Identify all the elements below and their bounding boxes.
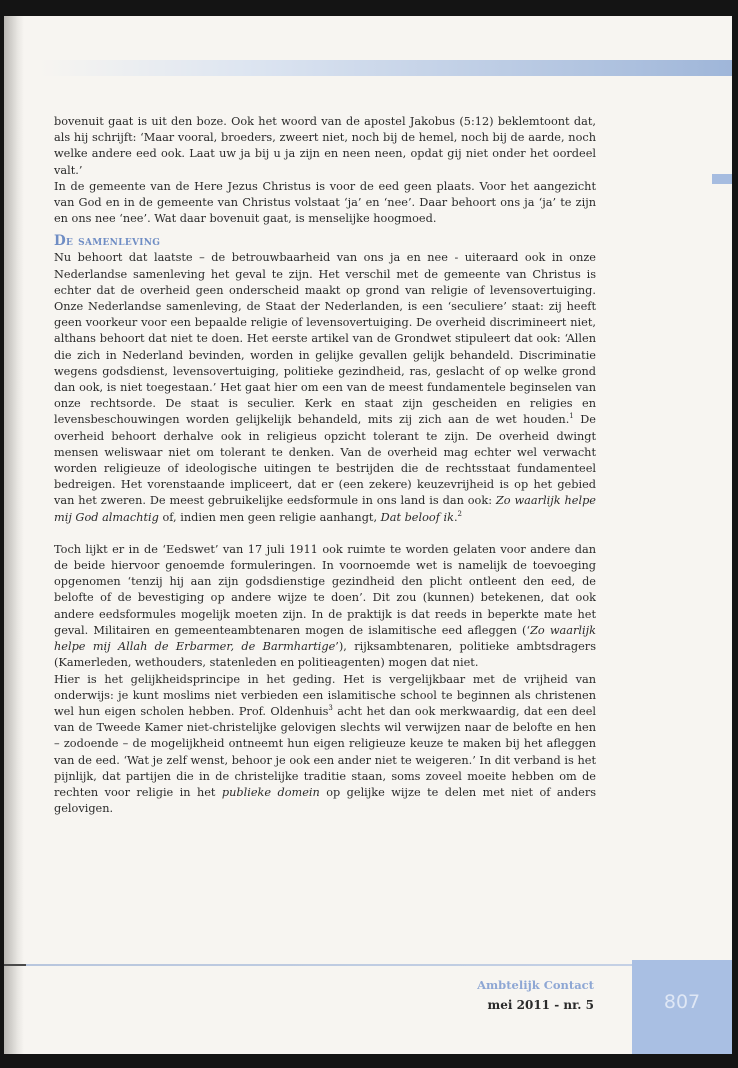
- paragraph-eedswet: [54, 542, 596, 672]
- page-spine-shadow: [4, 16, 24, 1054]
- emphasis-publiek-domein: publieke domein: [221, 785, 320, 799]
- footnote-marker: 3: [328, 704, 333, 713]
- page-number: 807: [663, 991, 701, 1013]
- text-segment: Toch lijkt er in de ‘Eedswet’ van 17 juli 1911 ook ruimte te worden gelaten voor andere dan de beide hiervoor genoemde formuleringen. In voornoemde wet is namelijk de toevoeging opgenomen ‘tenzij hij aan zijn godsdienstige gezindheid den plicht ontleent den eed, de belofte of de bevestiging op andere wijze te doen’. Dit zou (kunnen) betekenen, dat ook andere eedsformules mogelijk moeten zijn. In de praktijk is dat reeds in beperkte mate het geval. Militairen en gemeenteambtenaren mogen de islamitische eed afleggen (‘: [54, 542, 596, 637]
- article-body: [54, 114, 596, 817]
- paragraph-gemeente: In de gemeente van de Here Jezus Christus is voor de eed geen plaats. Voor het aangezicht van God en in de gemeente van Christus volstaat ‘ja’ en ‘nee’. Daar behoort ons ja ‘ja’ te zijn en ons nee ‘nee’. Wat daar bovenuit gaat, is menselijke hoogmoed.: [54, 179, 596, 226]
- footer-rule: [4, 964, 732, 966]
- oath-formula-god: Zo waarlijk helpe mij God almachtig: [54, 494, 596, 524]
- text-segment: Hier is het gelijkheidsprincipe in het geding. Het is vergelijkbaar met de vrijheid van onderwijs: je kunt moslims niet verbieden een islamitische school te beginnen als christenen wel hun eigen scholen hebben. Prof. Oldenhuis: [54, 672, 596, 718]
- oath-formula-allah: Zo waarlijk helpe mij Allah de Erbarmer, de Barmhartige: [54, 623, 596, 654]
- text-segment: De overheid behoort derhalve ook in religieus opzicht tolerant te zijn. De overheid dwingt mensen weliswaar niet om tolerant te denken. Van de overheid mag echter wel verwacht worden religieuze of ideologische uitingen te bestrijden die de rechtsstaat fundamenteel bedreigen. Het vorenstaande impliceert, dat er (een zekere) keuzevrijheid is op het gebied van het zweren. De meest gebruikelijke eedsformule in ons land is dan ook:: [54, 413, 596, 508]
- paragraph-samenleving: [54, 250, 596, 525]
- text-segment: acht het dan ook merkwaardig, dat een deel van de Tweede Kamer niet-christelijke gelovigen slechts wil verwijzen naar de belofte en hen – zodoende – de mogelijkheid ontneemt hun eigen religieuze keuze te maken bij het afleggen van de eed. ‘Wat je zelf wenst, behoor je ook een ander niet te weigeren.’ In dit verband is het pijnlijk, dat partijen die in de christelijke traditie staan, soms zoveel moeite hebben om de rechten voor religie in het: [54, 704, 596, 799]
- margin-marker: [712, 174, 732, 184]
- text-segment: ’), rijksambtenaren, politieke ambtsdragers (Kamerleden, wethouders, statenleden en politieagenten) mogen dat niet.: [54, 640, 596, 670]
- text-segment: of, indien men geen religie aanhangt,: [158, 510, 381, 524]
- magazine-page: [4, 16, 732, 1054]
- text-segment: .: [453, 510, 458, 524]
- paragraph-jakobus: bovenuit gaat is uit den boze. Ook het woord van de apostel Jakobus (5:12) beklemtoont dat, als hij schrijft: ‘Maar vooral, broeders, zweert niet, noch bij de hemel, noch bij de aarde, noch welke andere eed ook. Laat uw ja bij u ja zijn en neen neen, opdat gij niet onder het oordeel valt.’: [54, 115, 596, 177]
- issue-label: mei 2011 - nr. 5: [487, 998, 594, 1012]
- section-heading: De samenleving: [54, 233, 161, 250]
- paragraph-gelijkheid: [54, 672, 596, 818]
- text-segment: op gelijke wijze te delen met niet of anders gelovigen.: [54, 785, 597, 816]
- journal-title: Ambtelijk Contact: [477, 978, 594, 992]
- footnote-marker: 1: [569, 412, 574, 421]
- oath-formula-promise: Dat beloof ik: [380, 510, 454, 524]
- footnote-marker: 2: [457, 509, 463, 518]
- text-segment: Nu behoort dat laatste – de betrouwbaarheid van ons ja en nee - uiteraard ook in onze Nederlandse samenleving het geval te zijn. Het verschil met de gemeente van Christus is echter dat de overheid geen onderscheid maakt op grond van religie of levensovertuiging. Onze Nederlandse samenleving, de Staat der Nederlanden, is een ‘seculiere’ staat: zij heeft geen voorkeur voor een bepaalde religie of levensovertuiging. De overheid discrimineert niet, althans behoort dat niet te doen. Het eerste artikel van de Grondwet stipuleert dat ook: ‘Allen die zich in Nederland bevinden, worden in gelijke gevallen gelijk behandeld. Discriminatie wegens godsdienst, levensovertuiging, politieke gezindheid, ras, geslacht of op welke grond dan ook, is niet toegestaan.’ Het gaat hier om een van de meest fundamentele beginselen van onze rechtsorde. De staat is seculier. Kerk en staat zijn gescheiden en religies en levensbeschouwingen worden gelijkelijk behandeld, mits zij zich aan de wet houden.: [54, 251, 596, 427]
- header-color-band: [40, 60, 732, 76]
